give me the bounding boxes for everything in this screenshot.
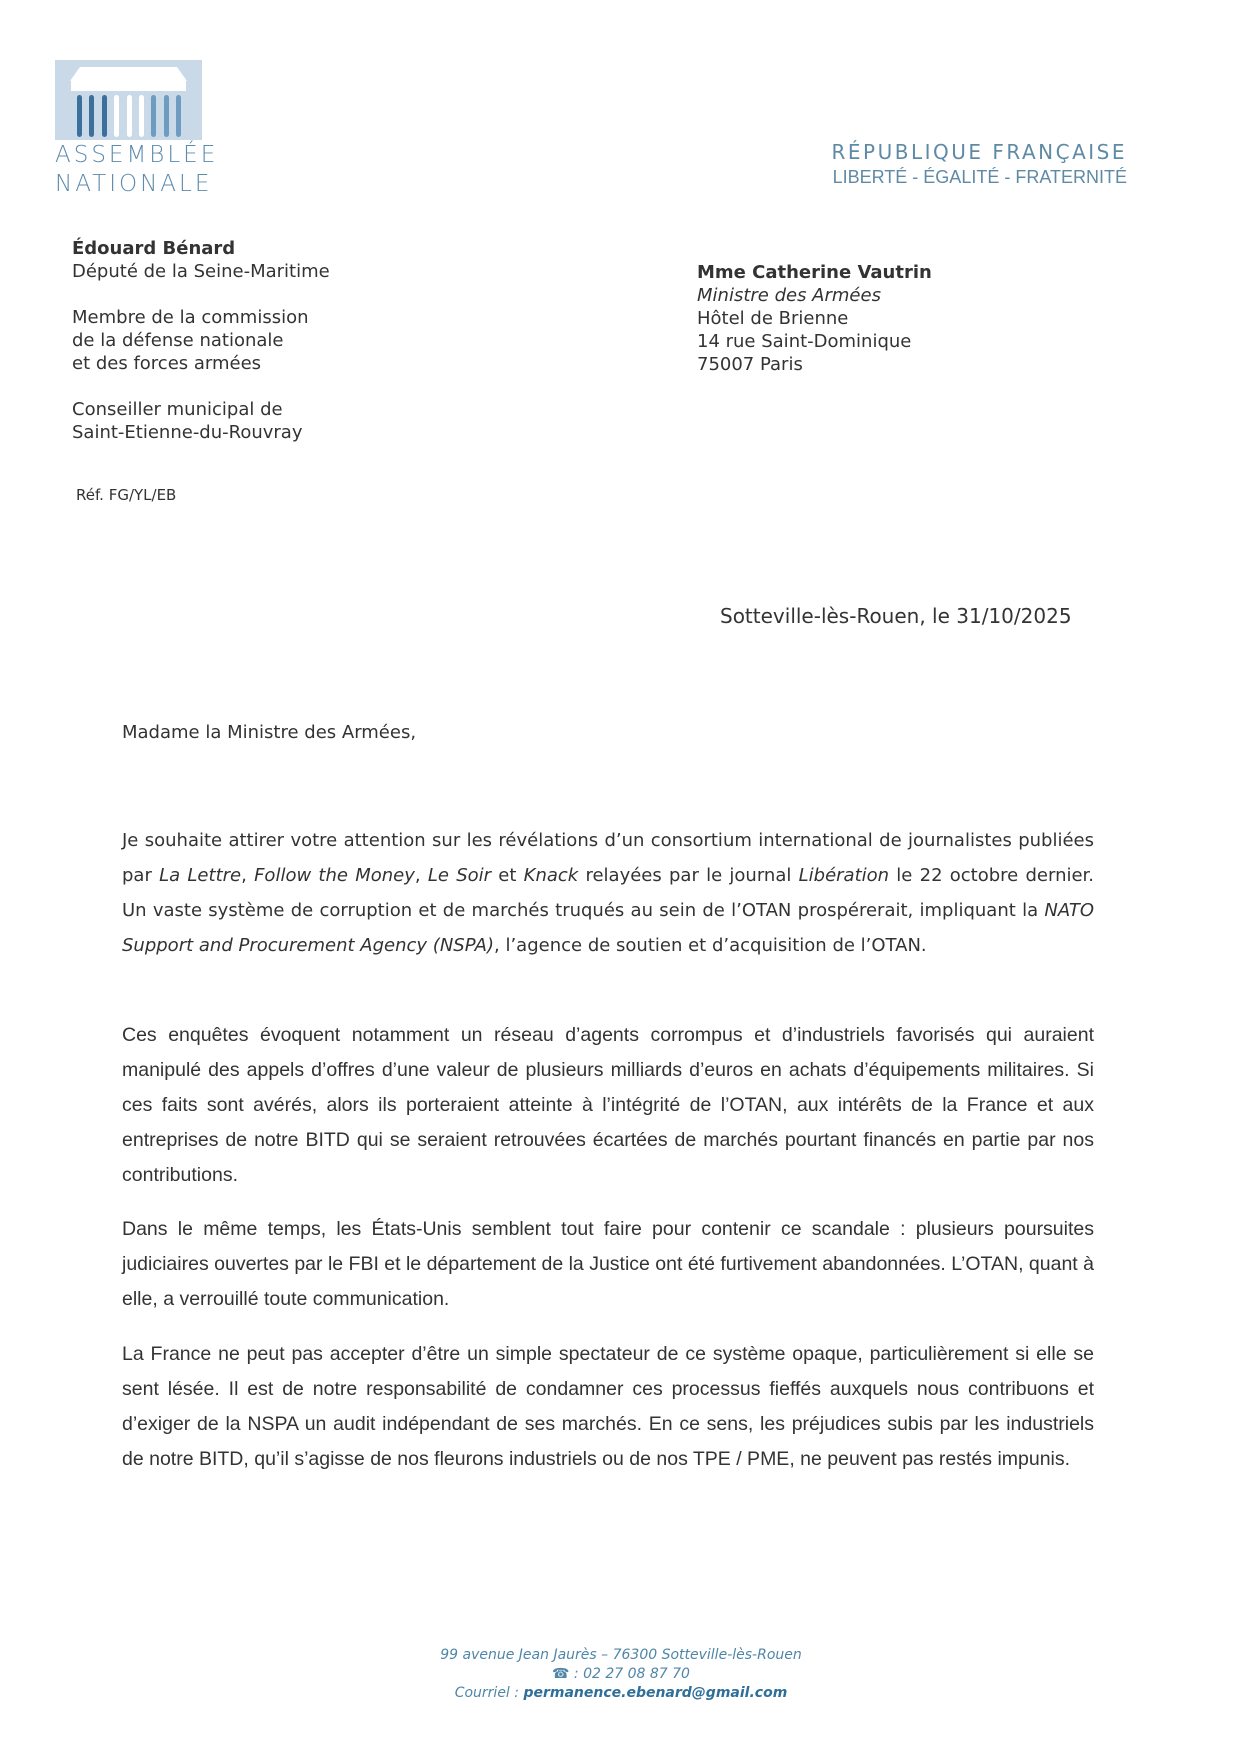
footer-contact xyxy=(0,1646,1242,1703)
footer-phone: : 02 27 08 87 70 xyxy=(569,1666,690,1682)
recipient-name: Mme Catherine Vautrin xyxy=(697,262,932,283)
footer-address: 99 avenue Jean Jaurès – 76300 Sotteville-lès-Rouen xyxy=(440,1647,802,1663)
reference: Réf. FG/YL/EB xyxy=(76,486,177,504)
pediment-shape xyxy=(70,67,187,81)
recipient-role: Ministre des Armées xyxy=(697,285,881,306)
sender-block xyxy=(72,237,330,444)
paragraph-4: La France ne peut pas accepter d’être un simple spectateur de ce système opaque, particulièrement si elle se sent lésée. Il est de notre responsabilité de condamner ces processus fieffés auxquels nous contribuons et d’exiger de la NSPA un audit indépendant de ses marchés. En ce sens, les préjudices subis par les industriels de notre BITD, qu’il s’agisse de nos fleurons industriels ou de nos TPE / PME, ne peuvent pas restés impunis. xyxy=(122,1343,1094,1470)
publication-name: Knack xyxy=(523,865,579,886)
recipient-block xyxy=(697,261,932,376)
paragraph-1: Je souhaite attirer votre attention sur les révélations d’un consortium international de journalistes publiées par La Lettre, Follow the Money, Le Soir et Knack relayées par le journal Libération le 22 octobre dernier. Un vaste système de corruption et de marchés truqués au sein de l’OTAN prospérerait, impliquant la NATO Support and Procurement Agency (NSPA), l’agence de soutien et d’acquisition de l’OTAN. xyxy=(122,830,1095,956)
logo-text-line2: NATIONALE xyxy=(55,171,213,197)
recipient-address-line: 75007 Paris xyxy=(697,354,803,375)
publication-name: Follow the Money xyxy=(254,865,415,886)
publication-name: Le Soir xyxy=(427,865,492,886)
logo-emblem xyxy=(55,60,202,140)
assemblee-nationale-logo xyxy=(55,60,219,198)
date-line: Sotteville-lès-Rouen, le 31/10/2025 xyxy=(720,604,1072,628)
sender-commission-line: de la défense nationale xyxy=(72,330,284,351)
logo-text-line1: ASSEMBLÉE xyxy=(55,142,219,168)
footer-email-label: Courriel : xyxy=(454,1685,524,1701)
entablature-shape xyxy=(71,81,186,91)
sender-municipal-line: Saint-Etienne-du-Rouvray xyxy=(72,422,303,443)
sender-name: Édouard Bénard xyxy=(72,238,236,259)
sender-commission-line: et des forces armées xyxy=(72,353,262,374)
sender-title: Député de la Seine-Maritime xyxy=(72,261,330,282)
republic-title: RÉPUBLIQUE FRANÇAISE xyxy=(831,140,1127,164)
sender-municipal-line: Conseiller municipal de xyxy=(72,399,283,420)
sender-commission-line: Membre de la commission xyxy=(72,307,309,328)
paragraph-2: Ces enquêtes évoquent notamment un réseau d’agents corrompus et d’industriels favorisés qui auraient manipulé des appels d’offres d’une valeur de plusieurs milliards d’euros en achats d’équipements militaires. Si ces faits sont avérés, alors ils porteraient atteinte à l’intégrité de l’OTAN, aux intérêts de la France et aux entreprises de notre BITD qui se seraient retrouvées écartées de marchés pourtant financés en partie par nos contributions. xyxy=(122,1024,1094,1186)
footer-email-link[interactable]: permanence.ebenard@gmail.com xyxy=(523,1685,788,1701)
phone-icon: ☎ xyxy=(552,1666,570,1682)
columns-icon xyxy=(77,95,181,138)
republic-header xyxy=(832,140,1127,189)
recipient-address-line: 14 rue Saint-Dominique xyxy=(697,331,912,352)
agency-name: NATO Support and Procurement Agency (NSPA) xyxy=(122,900,1094,956)
paragraph-3: Dans le même temps, les États-Unis semblent tout faire pour contenir ce scandale : plusieurs poursuites judiciaires ouvertes par le FBI et le département de la Justice ont été furtivement abandonnées. L’OTAN, quant à elle, a verrouillé toute communication. xyxy=(122,1218,1094,1310)
publication-name: Libération xyxy=(798,865,890,886)
publication-name: La Lettre xyxy=(159,865,242,886)
salutation: Madame la Ministre des Armées, xyxy=(122,722,417,743)
recipient-address-line: Hôtel de Brienne xyxy=(697,308,849,329)
republic-motto: LIBERTÉ - ÉGALITÉ - FRATERNITÉ xyxy=(832,167,1127,187)
